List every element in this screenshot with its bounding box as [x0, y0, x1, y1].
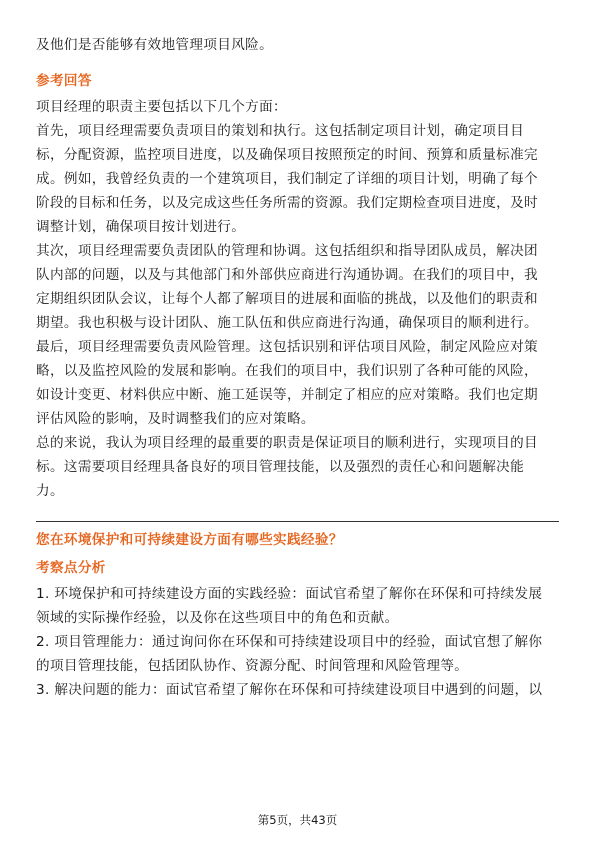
answer-line: 首先，项目经理需要负责项目的策划和执行。这包括制定项目计划，确定项目目	[36, 123, 525, 139]
page-number: 第5页，共43页	[257, 813, 338, 827]
answer-line: 阶段的目标和任务，以及完成这些任务所需的资源。我们定期检查项目进度，及时	[36, 195, 538, 211]
answer-line: 略，以及监控风险的发展和影响。在我们的项目中，我们识别了各种可能的风险，	[36, 363, 538, 379]
answer-line: 其次，项目经理需要负责团队的管理和协调。这包括组织和指导团队成员，解决团	[36, 243, 538, 259]
answer-line: 期望。我也积极与设计团队、施工队伍和供应商进行沟通，确保项目的顺利进行。	[36, 315, 538, 331]
question-title: 您在环境保护和可持续建设方面有哪些实践经验？	[36, 532, 343, 548]
analysis-line: 的项目管理技能，包括团队协作、资源分配、时间管理和风险管理等。	[36, 658, 469, 674]
answer-line: 力。	[36, 483, 64, 499]
answer-heading: 参考回答	[36, 73, 92, 89]
answer-line: 项目经理的职责主要包括以下几个方面：	[36, 99, 287, 115]
analysis-line: 2. 项目管理能力：通过询问你在环保和可持续建设项目中的经验，面试官想了解你	[36, 634, 543, 650]
answer-line: 总的来说，我认为项目经理的最重要的职责是保证项目的顺利进行，实现项目的目	[36, 435, 538, 451]
answer-line: 成。例如，我曾经负责的一个建筑项目，我们制定了详细的项目计划，明确了每个	[36, 171, 538, 187]
answer-line: 最后，项目经理需要负责风险管理。这包括识别和评估项目风险，制定风险应对策	[36, 339, 538, 355]
section-divider	[36, 521, 559, 522]
answer-line: 标。这需要项目经理具备良好的项目管理技能，以及强烈的责任心和问题解决能	[36, 459, 525, 475]
answer-line: 评估风险的影响，及时调整我们的应对策略。	[36, 411, 315, 427]
answer-line: 如设计变更、材料供应中断、施工延误等，并制定了相应的应对策略。我们也定期	[36, 387, 538, 403]
answer-line: 标，分配资源，监控项目进度，以及确保项目按照预定的时间、预算和质量标准完	[36, 147, 538, 163]
analysis-heading: 考察点分析	[36, 560, 106, 576]
analysis-line: 领域的实际操作经验，以及你在这些项目中的角色和贡献。	[36, 610, 399, 626]
continuation-text: 及他们是否能够有效地管理项目风险。	[36, 37, 274, 53]
answer-line: 定期组织团队会议，让每个人都了解项目的进展和面临的挑战，以及他们的职责和	[36, 291, 538, 307]
answer-line: 调整计划，确保项目按计划进行。	[36, 219, 246, 235]
answer-line: 队内部的问题，以及与其他部门和外部供应商进行沟通协调。在我们的项目中，我	[36, 267, 538, 283]
analysis-line: 1. 环境保护和可持续建设方面的实践经验：面试官希望了解你在环保和可持续发展	[36, 586, 543, 602]
analysis-line: 3. 解决问题的能力：面试官希望了解你在环保和可持续建设项目中遇到的问题，以	[36, 682, 543, 698]
